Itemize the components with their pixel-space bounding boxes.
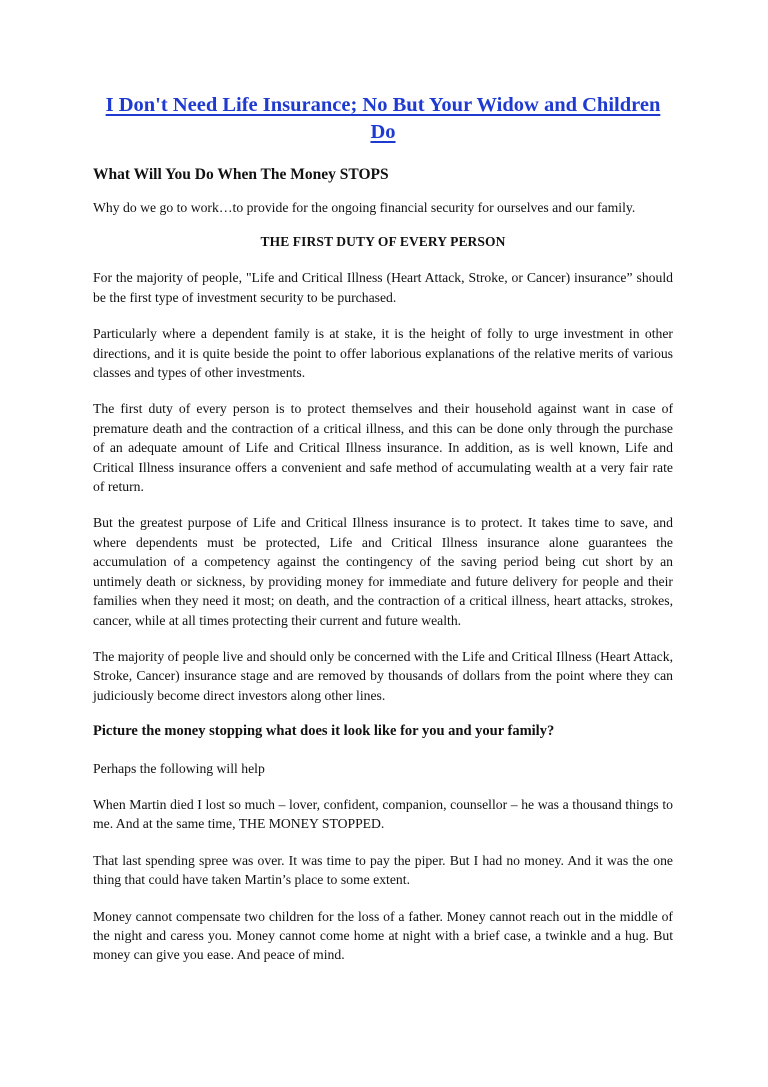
- document-title: I Don't Need Life Insurance; No But Your Widow and Children Do: [105, 94, 661, 143]
- paragraph-2: Particularly where a dependent family is at stake, it is the height of folly to urge investment in other directions, and it is quite beside the point to offer laborious explanations of the relative merits of various classes and types of other investments.: [93, 326, 673, 381]
- story-paragraph-3: That last spending spree was over. It was time to pay the piper. But I had no money. And it was the one thing that could have taken Martin’s place to some extent.: [93, 852, 673, 888]
- paragraph-4: But the greatest purpose of Life and Critical Illness insurance is to protect. It takes time to save, and where dependents must be protected, Life and Critical Illness insurance alone guarantees the accumulation of a competency against the contingency of the saving period being cut short by an untimely death or sickness, by providing money for immediate and future delivery for people and their families when they need it most; on death, and the contraction of a critical illness, heart attacks, strokes, cancer, while at all times protecting their current and future wealth.: [93, 515, 673, 628]
- story-paragraph-2: When Martin died I lost so much – lover, confident, companion, counsellor – he was a thousand things to me. And at the same time, THE MONEY STOPPED.: [93, 796, 673, 832]
- paragraph-3: The first duty of every person is to protect themselves and their household against want in case of premature death and the contraction of a critical illness, and this can be done only through the purchase of an adequate amount of Life and Critical Illness insurance. In addition, as is well known, Life and Critical Illness insurance offers a convenient and safe method of accumulating wealth at a very fair rate of return.: [93, 401, 673, 495]
- center-heading: THE FIRST DUTY OF EVERY PERSON: [260, 234, 506, 250]
- question-heading: Picture the money stopping what does it look like for you and your family?: [93, 723, 555, 740]
- story-paragraph-4: Money cannot compensate two children for the loss of a father. Money cannot reach out in the middle of the night and caress you. Money cannot come home at night with a brief case, a twinkle and a hug. But money can give you ease. And peace of mind.: [93, 908, 673, 963]
- story-paragraph-1: Perhaps the following will help: [93, 760, 265, 776]
- paragraph-5: The majority of people live and should only be concerned with the Life and Critical Illness (Heart Attack, Stroke, Cancer) insurance stage and are removed by thousands of dollars from the point where they can judiciously become direct investors along other lines.: [93, 648, 673, 703]
- paragraph-1: For the majority of people, "Life and Critical Illness (Heart Attack, Stroke, or Cancer) insurance” should be the first type of investment security to be purchased.: [93, 270, 673, 305]
- intro-paragraph: Why do we go to work…to provide for the ongoing financial security for ourselves and our family.: [93, 200, 636, 215]
- section-heading: What Will You Do When The Money STOPS: [93, 166, 389, 183]
